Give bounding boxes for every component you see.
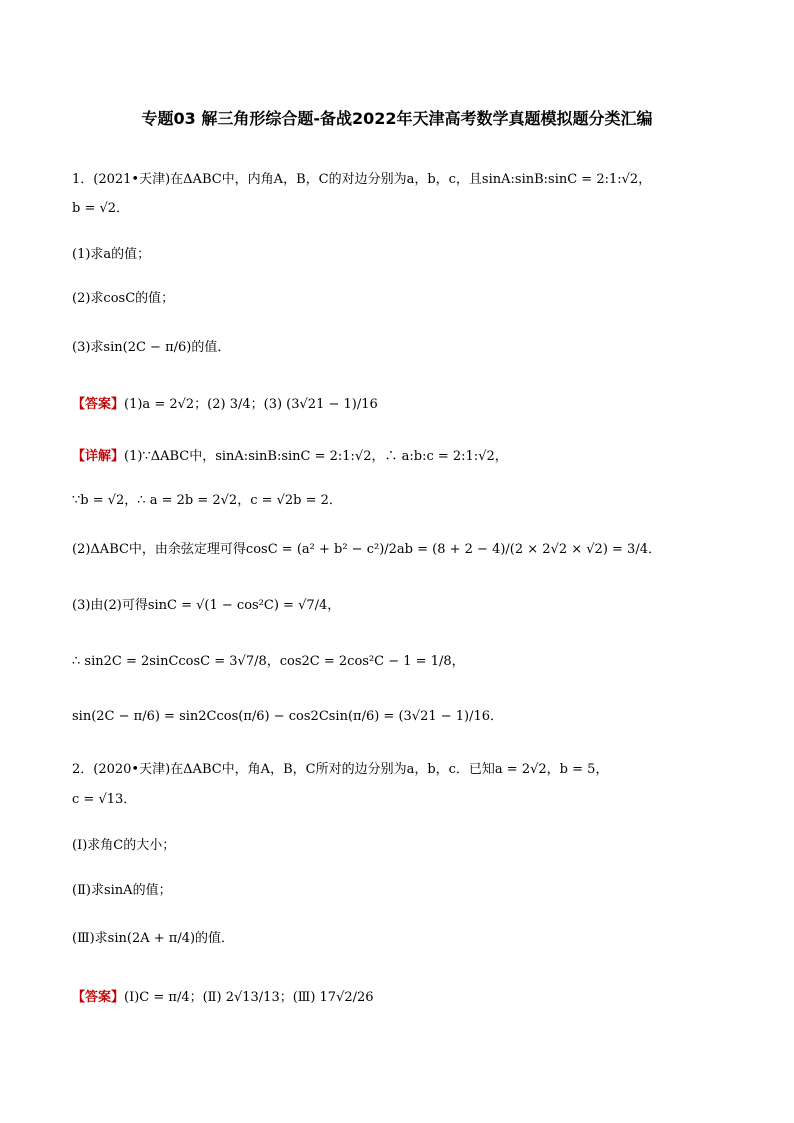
q1-part2: (2)求cosC的值； <box>72 291 175 306</box>
q1-detail-line1 <box>72 447 508 467</box>
q1-answer-tag: 【答案】 <box>72 397 125 412</box>
q2-part2: (Ⅱ)求sinA的值； <box>72 883 172 898</box>
q2-part3: (Ⅲ)求sin(2A + π/4)的值． <box>72 931 235 946</box>
q2-answer-tag: 【答案】 <box>72 990 125 1005</box>
q1-stem-line1: 1．(2021•天津)在ΔABC中，内角A，B，C的对边分别为a，b，c，且sinA:sinB:sinC = 2:1:√2， <box>72 172 652 187</box>
q1-detail-tag: 【详解】 <box>72 449 125 464</box>
q2-part1: (Ⅰ)求角C的大小； <box>72 838 176 853</box>
q1-part1: (1)求a的值； <box>72 247 151 262</box>
q1-part3: (3)求sin(2C − π/6)的值． <box>72 340 231 355</box>
q1-detail-line3: (2)ΔABC中，由余弦定理可得cosC = (a² + b² − c²)/2ab = (8 + 2 − 4)/(2 × 2√2 × √2) = 3/4． <box>72 542 661 557</box>
q1-stem-line2: b = √2． <box>72 201 130 216</box>
q1-detail-text1: (1)∵ΔABC中，sinA:sinB:sinC = 2:1:√2，∴ a:b:c = 2:1:√2， <box>124 449 508 464</box>
q1-detail-line4: (3)由(2)可得sinC = √(1 − cos²C) = √7/4， <box>72 598 341 613</box>
document-title: 专题03 解三角形综合题-备战2022年天津高考数学真题模拟题分类汇编 <box>141 109 653 128</box>
q2-stem-line2: c = √13． <box>72 792 137 807</box>
q1-detail-line5: ∴ sin2C = 2sinCcosC = 3√7/8，cos2C = 2cos²C − 1 = 1/8， <box>72 654 465 669</box>
q1-detail-line2: ∵b = √2，∴ a = 2b = 2√2，c = √2b = 2． <box>72 493 342 508</box>
q2-answer <box>72 988 374 1008</box>
q1-detail-line6: sin(2C − π/6) = sin2Ccos(π/6) − cos2Csin(π/6) = (3√21 − 1)/16． <box>72 709 504 724</box>
q2-stem-line1: 2．(2020•天津)在ΔABC中，角A，B，C所对的边分别为a，b，c．已知a = 2√2，b = 5， <box>72 762 609 777</box>
q1-answer-text: (1)a = 2√2；(2) 3/4；(3) (3√21 − 1)/16 <box>124 397 378 412</box>
q1-answer <box>72 395 378 415</box>
q2-answer-text: (Ⅰ)C = π/4；(Ⅱ) 2√13/13；(Ⅲ) 17√2/26 <box>124 990 374 1005</box>
